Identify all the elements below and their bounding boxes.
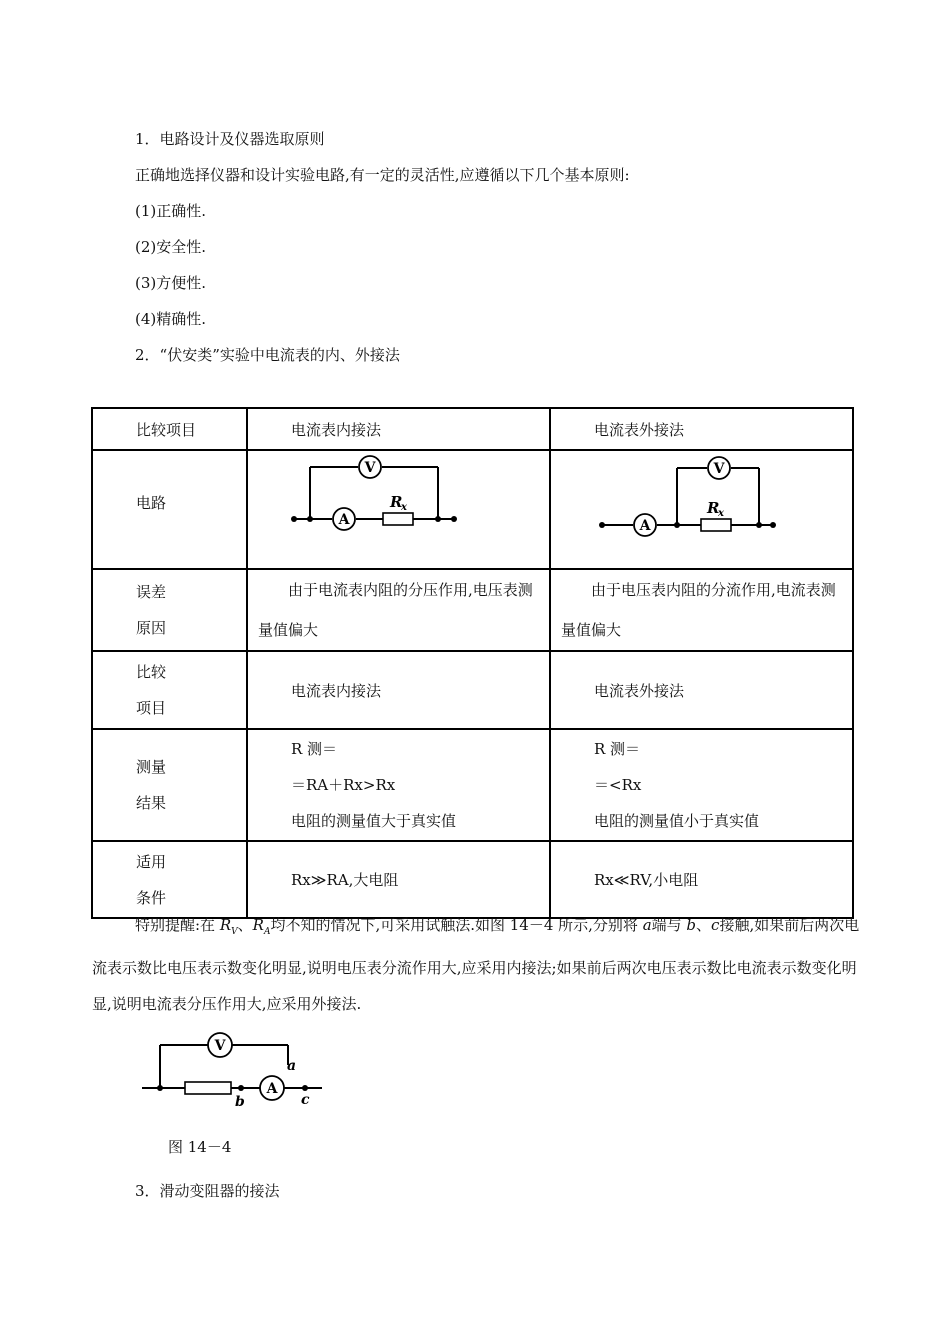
result-outer-line2: ＝<Rx	[594, 776, 642, 794]
section2-heading: 2．“伏安类”实验中电流表的内、外接法	[135, 346, 400, 364]
outer-circuit-diagram	[551, 451, 852, 564]
resistor-subscript-outer: x	[718, 508, 724, 519]
result-inner-line2: ＝RA＋Rx>Rx	[291, 776, 396, 794]
note-r2: R	[252, 916, 264, 934]
error-label-1: 误差	[136, 583, 167, 601]
voltmeter-symbol: V	[364, 460, 376, 476]
note-r2-sub: A	[263, 927, 271, 937]
table-row-result	[92, 729, 853, 841]
result-outer-line1: R 测＝	[594, 740, 641, 758]
condition-outer-text: Rx≪RV,小电阻	[594, 871, 699, 889]
compare-label-1: 比较	[136, 663, 167, 681]
error-inner-text: 由于电流表内阻的分压作用,电压表测量值偏大	[258, 581, 533, 639]
note-rest: 接触,如果前后两次电流表示数比电压表示数变化明显,说明电压表分流作用大,应采用内接法;如果前后两次电压表示数比电流表示数变化明显,说明电流表分压作用大,应采用外接法.	[92, 916, 860, 1013]
principle-1: (1)正确性.	[135, 202, 207, 220]
note-paragraph	[92, 907, 862, 1022]
ammeter-symbol-outer: A	[639, 518, 651, 534]
result-inner-line3: 电阻的测量值大于真实值	[291, 812, 457, 830]
result-label-2: 结果	[136, 794, 167, 812]
table-header-row	[92, 408, 853, 450]
note-b: b	[686, 916, 697, 934]
compare-outer-text: 电流表外接法	[594, 681, 685, 700]
inner-circuit-diagram	[248, 451, 549, 564]
note-r1: R	[219, 916, 232, 934]
result-outer-line3: 电阻的测量值小于真实值	[594, 812, 760, 830]
header-outer: 电流表外接法	[594, 420, 685, 439]
table-row-circuit	[92, 450, 853, 569]
figure-14-4-circuit	[140, 1025, 340, 1110]
table-row-error	[92, 569, 853, 651]
note-mid2: 端与	[651, 916, 687, 934]
figure-caption: 图 14－4	[168, 1138, 232, 1156]
note-r1-sub: V	[231, 927, 238, 937]
header-compare-item: 比较项目	[136, 420, 197, 439]
result-inner-line1: R 测＝	[291, 740, 338, 758]
note-c: c	[711, 916, 720, 934]
comparison-table	[91, 407, 854, 919]
resistor-subscript: x	[401, 502, 407, 513]
error-label-2: 原因	[136, 619, 167, 637]
principle-4: (4)精确性.	[135, 310, 207, 328]
condition-label-1: 适用	[136, 852, 167, 871]
note-a: a	[642, 916, 652, 934]
compare-inner-text: 电流表内接法	[291, 681, 382, 700]
voltmeter-symbol-outer: V	[713, 461, 725, 477]
figure-ammeter-symbol: A	[266, 1081, 278, 1097]
ammeter-symbol: A	[338, 512, 350, 528]
section1-heading: 1．电路设计及仪器选取原则	[135, 130, 325, 148]
circuit-label: 电路	[136, 494, 167, 512]
note-mid3: 、	[696, 916, 712, 934]
section1-intro: 正确地选择仪器和设计实验电路,有一定的灵活性,应遵循以下几个基本原则:	[135, 166, 630, 184]
note-prefix: 特别提醒:在	[135, 916, 220, 934]
figure-label-b: b	[235, 1094, 245, 1110]
result-label-1: 测量	[136, 758, 167, 776]
section3-heading: 3．滑动变阻器的接法	[135, 1182, 280, 1200]
note-sep: 、	[237, 916, 253, 934]
figure-label-a: a	[287, 1058, 297, 1074]
error-outer-text: 由于电压表内阻的分流作用,电流表测量值偏大	[561, 581, 836, 639]
condition-inner-text: Rx≫RA,大电阻	[291, 871, 399, 889]
figure-voltmeter-symbol: V	[214, 1038, 226, 1054]
condition-label-2: 条件	[136, 888, 167, 907]
figure-label-c: c	[301, 1092, 310, 1108]
table-row-compare	[92, 651, 853, 729]
compare-label-2: 项目	[136, 699, 167, 717]
principle-3: (3)方便性.	[135, 274, 207, 292]
note-mid1: 均不知的情况下,可采用试触法.如图 14－4 所示,分别将	[270, 916, 643, 934]
header-inner: 电流表内接法	[291, 420, 382, 439]
resistor-label: R	[390, 493, 403, 511]
principle-2: (2)安全性.	[135, 238, 207, 256]
resistor-label-outer: R	[707, 499, 720, 517]
